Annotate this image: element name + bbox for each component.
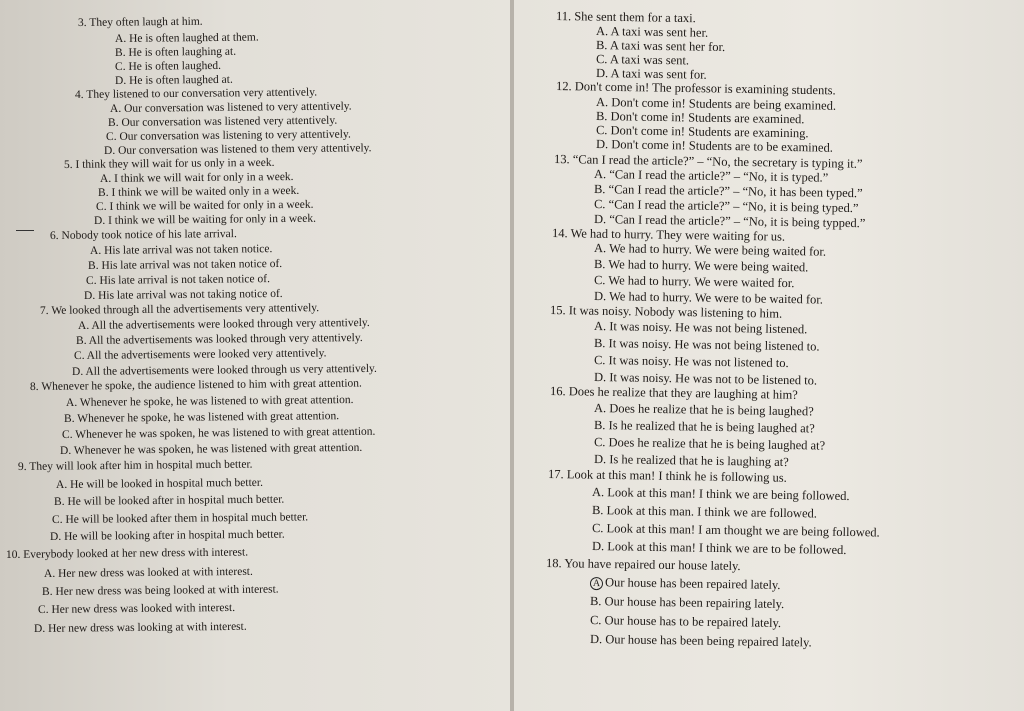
circled-answer-mark: A: [590, 577, 603, 590]
option: A. It was noisy. He was not being listened.: [593, 319, 808, 337]
option: D. We had to hurry. We were to be waited for.: [593, 289, 824, 307]
option: A. Our conversation was listened to very attentively.: [109, 100, 352, 115]
option: C. Our house has to be repaired lately.: [589, 613, 782, 631]
option: D. Look at this man! I think we are to be followed.: [591, 539, 847, 557]
question-11: 11. She sent them for a taxi.: [555, 9, 696, 26]
option: B. Is he realized that he is being laughed at?: [593, 418, 815, 436]
option: D. Whenever he was spoken, he was listened with great attention.: [59, 441, 363, 457]
question-17: 17. Look at this man! I think he is following us.: [547, 467, 787, 485]
question-9: 9. They will look after him in hospital much better.: [17, 458, 253, 473]
option: A. He is often laughed at them.: [114, 31, 259, 45]
option: C. A taxi was sent.: [595, 52, 690, 68]
option: B. “Can I read the article?” – “No, it has been typed.”: [593, 182, 863, 201]
option: C. It was noisy. He was not listened to.: [593, 353, 789, 371]
option: D. Don't come in! Students are to be examined.: [595, 137, 834, 155]
option: B. It was noisy. He was not being listened to.: [593, 336, 820, 354]
option: D. Our conversation was listened to them very attentively.: [103, 142, 372, 157]
option: A. A taxi was sent her.: [595, 24, 709, 40]
option: A. Does he realize that he is being laughed?: [593, 401, 814, 419]
option: B. He will be looked after in hospital much better.: [53, 493, 285, 508]
option: A. “Can I read the article?” – “No, it is typed.”: [593, 167, 829, 185]
option: D. It was noisy. He was not to be listened to.: [593, 370, 818, 388]
question-5: 5. I think they will wait for us only in a week.: [63, 156, 275, 171]
option: A. Look at this man! I think we are being followed.: [591, 485, 850, 504]
option: C. Does he realize that he is being laughed at?: [593, 435, 826, 453]
option: A. All the advertisements were looked through very attentively.: [77, 316, 370, 332]
option: D. He is often laughed at.: [114, 73, 233, 87]
option: C. “Can I read the article?” – “No, it is being typed.”: [593, 197, 859, 216]
option: A. Whenever he spoke, he was listened to with great attention.: [65, 393, 354, 409]
option: C. I think we will be waited for only in a week.: [95, 198, 314, 213]
option: C. All the advertisements were looked very attentively.: [73, 347, 327, 362]
option: C. He is often laughed.: [114, 59, 222, 73]
question-4: 4. They listened to our conversation very attentively.: [74, 86, 318, 101]
option: B. I think we will be waited only in a week.: [97, 184, 300, 199]
question-18: 18. You have repaired our house lately.: [545, 556, 741, 574]
option: B. Our conversation was listened very attentively.: [107, 114, 338, 129]
question-3: 3. They often laugh at him.: [77, 15, 203, 29]
option: C. He will be looked after them in hospital much better.: [51, 511, 309, 526]
question-7: 7. We looked through all the advertisements very attentively.: [39, 302, 320, 317]
option: B. His late arrival was not taken notice of.: [87, 257, 283, 272]
option: C. Look at this man! I am thought we are being followed.: [591, 521, 880, 540]
option: A. We had to hurry. We were being waited for.: [593, 241, 827, 259]
option: C. His late arrival is not taken notice of.: [85, 273, 270, 287]
question-12: 12. Don't come in! The professor is examining students.: [555, 79, 836, 98]
option: A. I think we will wait for only in a week.: [99, 170, 294, 185]
question-8: 8. Whenever he spoke, the audience listened to him with great attention.: [29, 377, 362, 393]
option: C. Her new dress was looked with interest.: [37, 601, 236, 616]
option: B. Don't come in! Students are examined.: [595, 109, 805, 127]
option: C. Our conversation was listening to very attentively.: [105, 128, 351, 143]
option: A. Her new dress was looked at with interest.: [43, 565, 253, 580]
option: C. Whenever he was spoken, he was listened to with great attention.: [61, 425, 376, 441]
option-text: Our house has been repaired lately.: [604, 575, 781, 592]
option: D. Her new dress was looking at with interest.: [33, 620, 247, 635]
option: C. We had to hurry. We were waited for.: [593, 273, 795, 291]
option: B. All the advertisements was looked through very attentively.: [75, 331, 363, 347]
option: D. I think we will be waiting for only in a week.: [93, 212, 317, 227]
option: D. He will be looking after in hospital much better.: [49, 528, 285, 543]
option: B. Whenever he spoke, he was listened with great attention.: [63, 410, 340, 425]
option: D. Our house has been being repaired lately.: [589, 632, 812, 650]
option: B. We had to hurry. We were being waited.: [593, 257, 809, 275]
question-14: 14. We had to hurry. They were waiting for us.: [551, 226, 786, 244]
question-6: 6. Nobody took notice of his late arrival.: [49, 228, 237, 242]
option: C. Don't come in! Students are examining.: [595, 123, 809, 141]
question-13: 13. “Can I read the article?” – “No, the secretary is typing it.”: [553, 152, 863, 171]
option: A. Don't come in! Students are being examined.: [595, 95, 837, 113]
option: B. Our house has been repairing lately.: [589, 594, 785, 612]
option: A. His late arrival was not taken notice.: [89, 243, 273, 257]
question-15: 15. It was noisy. Nobody was listening to him.: [549, 303, 783, 321]
option-circled: [590, 576, 781, 593]
option: D. A taxi was sent for.: [595, 66, 707, 82]
option: B. Her new dress was being looked at with interest.: [41, 583, 279, 598]
option: B. He is often laughing at.: [114, 45, 237, 59]
question-16: 16. Does he realize that they are laughing at him?: [549, 384, 798, 402]
option: D. All the advertisements were looked through us very attentively.: [71, 362, 377, 378]
option: A. He will be looked in hospital much better.: [55, 476, 264, 491]
option: B. Look at this man. I think we are followed.: [591, 503, 818, 521]
right-page: [514, 0, 1024, 711]
option: B. A taxi was sent her for.: [595, 38, 726, 55]
option: D. His late arrival was not taking notice of.: [83, 287, 283, 302]
question-10: 10. Everybody looked at her new dress with interest.: [5, 546, 249, 561]
pencil-dash-mark: [16, 230, 34, 231]
option: D. Is he realized that he is laughing at?: [593, 452, 789, 470]
option: D. “Can I read the article?” – “No, it is being typped.”: [593, 212, 866, 231]
